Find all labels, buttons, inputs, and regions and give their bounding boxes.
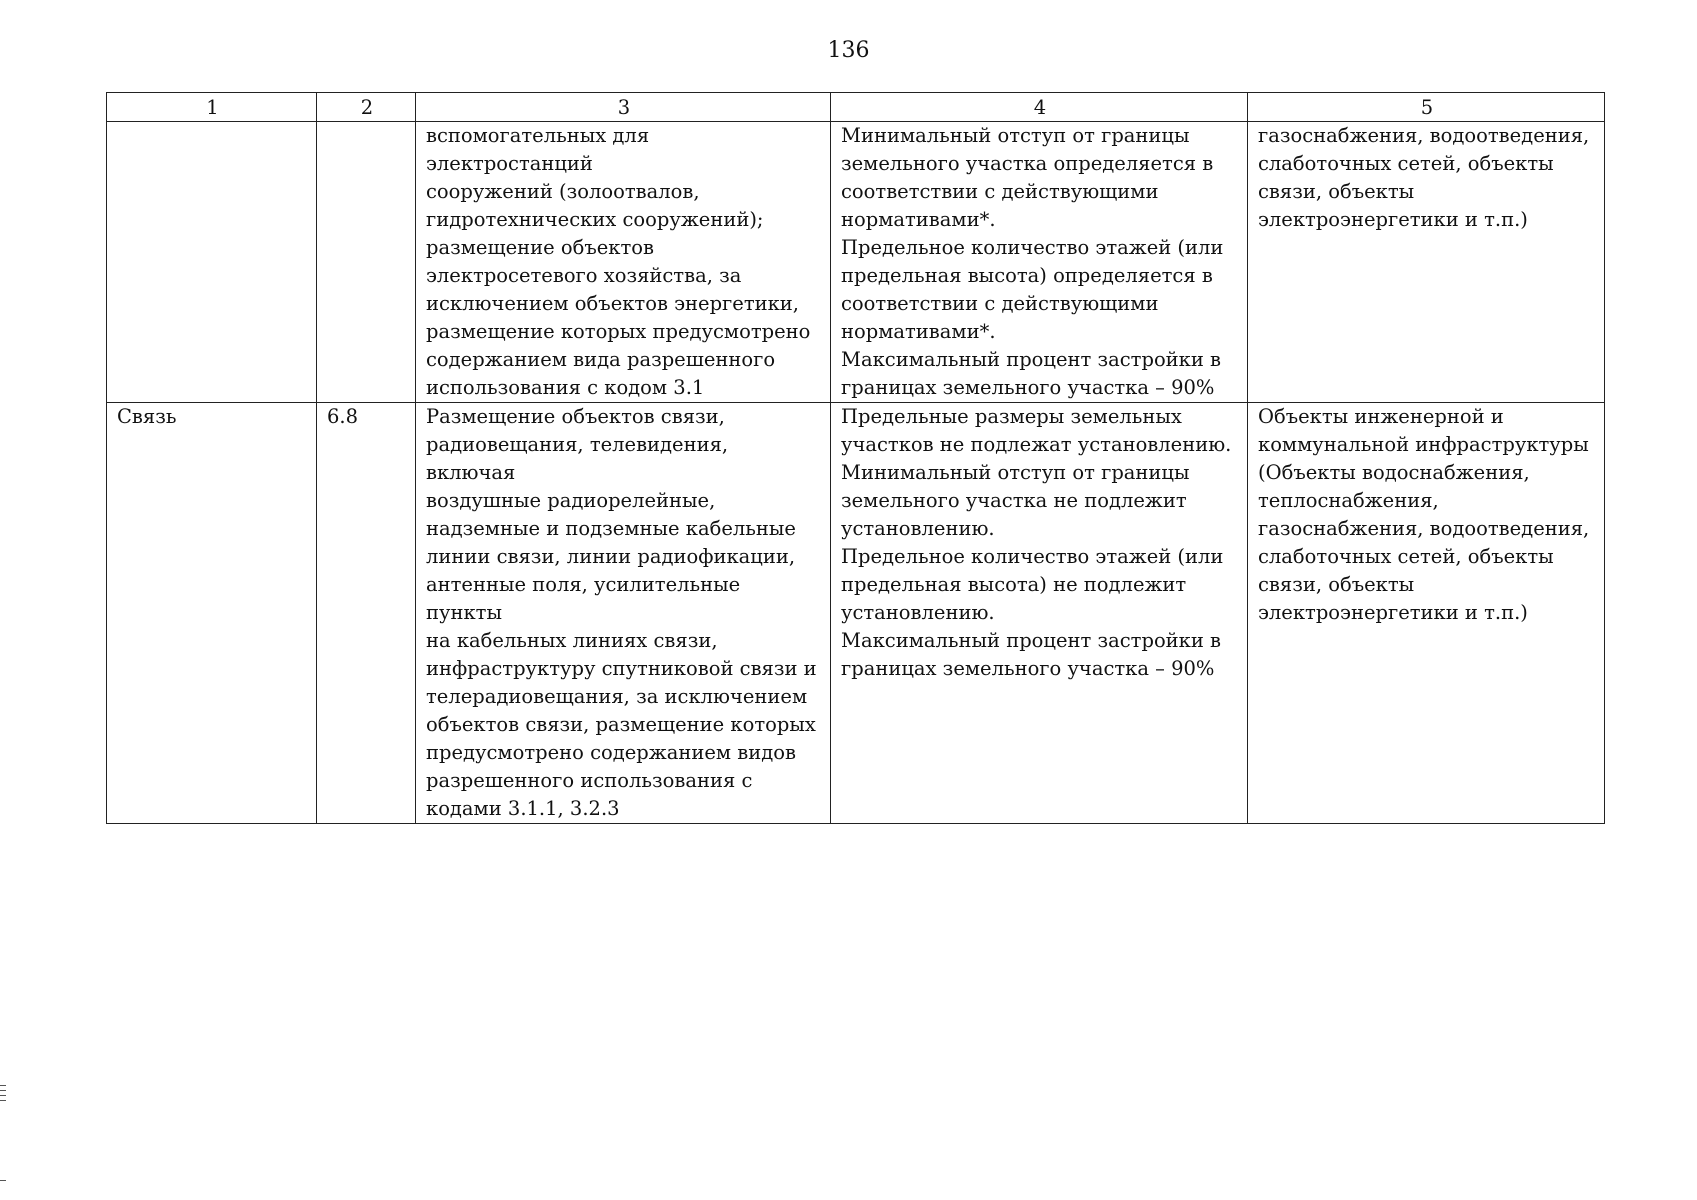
use-name-cell: Связь <box>107 403 317 824</box>
column-header-1: 1 <box>107 93 317 122</box>
use-code-cell: 6.8 <box>317 403 416 824</box>
page-number: 136 <box>827 38 870 63</box>
use-description-cell: вспомогательных для электростанций сооружений (золоотвалов, гидротехнических сооружений); размещение объектов электросетевого хозяйства, за исключением объектов энергетики, размещение которых предусмотрено содержанием вида разрешенного использования с кодом 3.1 <box>416 122 831 403</box>
use-name-cell <box>107 122 317 403</box>
column-header-3: 3 <box>416 93 831 122</box>
table-header-row <box>107 93 1605 122</box>
scan-edge-mark <box>0 1180 6 1181</box>
scan-edge-mark <box>0 1090 6 1091</box>
scan-edge-mark <box>0 1100 6 1101</box>
table-row <box>107 403 1605 824</box>
table-row <box>107 122 1605 403</box>
column-header-4: 4 <box>831 93 1248 122</box>
column-header-5: 5 <box>1248 93 1605 122</box>
auxiliary-uses-cell: Объекты инженерной и коммунальной инфраструктуры (Объекты водоснабжения, теплоснабжения, газоснабжения, водоотведения, слаботочных сетей, объекты связи, объекты электроэнергетики и т.п.) <box>1248 403 1605 824</box>
use-description-cell: Размещение объектов связи, радиовещания, телевидения, включая воздушные радиорелейные, надземные и подземные кабельные линии связи, линии радиофикации, антенные поля, усилительные пункты на кабельных линиях связи, инфраструктуру спутниковой связи и телерадиовещания, за исключением объектов связи, размещение которых предусмотрено содержанием видов разрешенного использования с кодами 3.1.1, 3.2.3 <box>416 403 831 824</box>
parameters-cell: Минимальный отступ от границы земельного участка определяется в соответствии с действующими нормативами*. Предельное количество этажей (или предельная высота) определяется в соответствии с действующими нормативами*. Максимальный процент застройки в границах земельного участка – 90% <box>831 122 1248 403</box>
scan-edge-mark <box>0 1085 6 1086</box>
auxiliary-uses-cell: газоснабжения, водоотведения, слаботочных сетей, объекты связи, объекты электроэнергетики и т.п.) <box>1248 122 1605 403</box>
scan-edge-mark <box>0 1095 6 1096</box>
column-header-2: 2 <box>317 93 416 122</box>
use-code-cell <box>317 122 416 403</box>
parameters-cell: Предельные размеры земельных участков не подлежат установлению. Минимальный отступ от границы земельного участка не подлежит установлению. Предельное количество этажей (или предельная высота) не подлежит установлению. Максимальный процент застройки в границах земельного участка – 90% <box>831 403 1248 824</box>
land-use-table <box>106 92 1605 824</box>
